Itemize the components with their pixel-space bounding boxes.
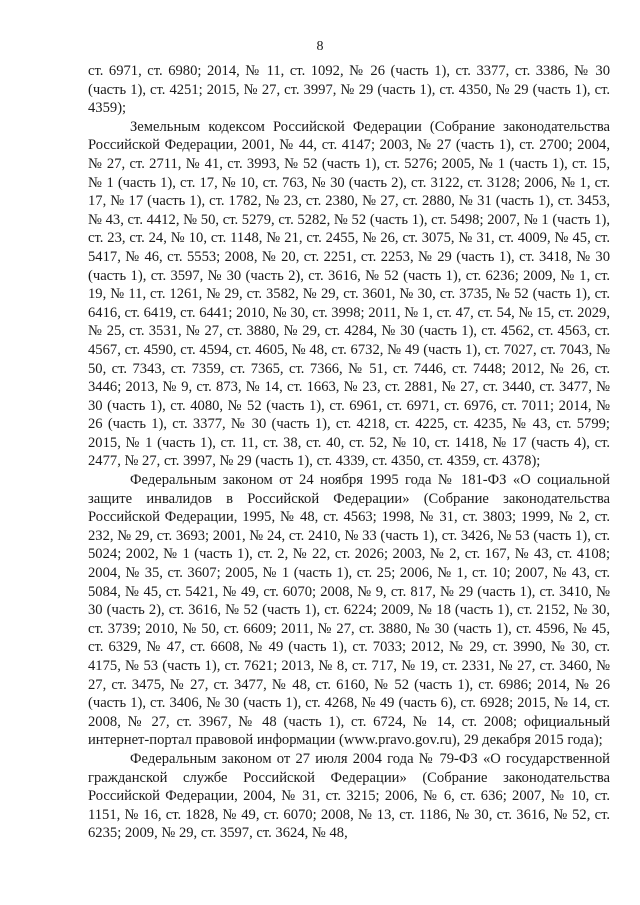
page-number: 8 xyxy=(316,39,324,54)
document-body xyxy=(88,62,610,843)
paragraph-civil-service-law: Федеральным законом от 27 июля 2004 года № 79-ФЗ «О государственной гражданской службе Российской Федерации» (Собрание законодательства Российской Федерации, 2004, № 31, ст. 3215; 2006, № 6, ст. 636; 2007, № 10, ст. 1151, № 16, ст. 1828, № 49, ст. 6070; 2008, № 13, ст. 1186, № 30, ст. 3616, № 52, ст. 6235; 2009, № 29, ст. 3597, ст. 3624, № 48, xyxy=(88,750,610,842)
paragraph-continuation: ст. 6971, ст. 6980; 2014, № 11, ст. 1092, № 26 (часть 1), ст. 3377, ст. 3386, № 30 (часть 1), ст. 4251; 2015, № 27, ст. 3997, № 29 (часть 1), ст. 4350, № 29 (часть 1), ст. 4359); xyxy=(88,63,610,117)
paragraph-land-code: Земельным кодексом Российской Федерации (Собрание законодательства Российской Федерации, 2001, № 44, ст. 4147; 2003, № 27 (часть 1), ст. 2700; 2004, № 27, ст. 2711, № 41, ст. 3993, № 52 (часть 1), ст. 5276; 2005, № 1 (часть 1), ст. 15, № 1 (часть 1), ст. 17, № 10, ст. 763, № 30 (часть 2), ст. 3122, ст. 3128; 2006, № 1, ст. 17, № 17 (часть 1), ст. 1782, № 23, ст. 2380, № 27, ст. 2880, № 31 (часть 1), ст. 3453, № 43, ст. 4412, № 50, ст. 5279, ст. 5282, № 52 (часть 1), ст. 5498; 2007, № 1 (часть 1), ст. 23, ст. 24, № 10, ст. 1148, № 21, ст. 2455, № 26, ст. 3075, № 31, ст. 4009, № 45, ст. 5417, № 46, ст. 5553; 2008, № 20, ст. 2251, ст. 2253, № 29 (часть 1), ст. 3418, № 30 (часть 1), ст. 3597, № 30 (часть 2), ст. 3616, № 52 (часть 1), ст. 6236; 2009, № 1, ст. 19, № 11, ст. 1261, № 29, ст. 3582, № 29, ст. 3601, № 30, ст. 3735, № 52 (часть 1), ст. 6416, ст. 6419, ст. 6441; 2010, № 30, ст. 3998; 2011, № 1, ст. 47, ст. 54, № 15, ст. 2029, № 25, ст. 3531, № 27, ст. 3880, № 29, ст. 4284, № 30 (часть 1), ст. 4562, ст. 4563, ст. 4567, ст. 4590, ст. 4594, ст. 4605, № 48, ст. 6732, № 49 (часть 1), ст. 7027, ст. 7043, № 50, ст. 7343, ст. 7359, ст. 7365, ст. 7366, № 51, ст. 7446, ст. 7448; 2012, № 26, ст. 3446; 2013, № 9, ст. 873, № 14, ст. 1663, № 23, ст. 2881, № 27, ст. 3440, ст. 3477, № 30 (часть 1), ст. 4080, № 52 (часть 1), ст. 6961, ст. 6971, ст. 6976, ст. 7011; 2014, № 26 (часть 1), ст. 3377, № 30 (часть 1), ст. 4218, ст. 4225, ст. 4235, № 43, ст. 5799; 2015, № 1 (часть 1), ст. 11, ст. 38, ст. 40, ст. 52, № 10, ст. 1418, № 17 (часть 4), ст. 2477, № 27, ст. 3997, № 29 (часть 1), ст. 4339, ст. 4350, ст. 4359, ст. 4378); xyxy=(88,118,610,470)
paragraph-disability-law: Федеральным законом от 24 ноября 1995 года № 181-ФЗ «О социальной защите инвалидов в Российской Федерации» (Собрание законодательства Российской Федерации, 1995, № 48, ст. 4563; 1998, № 31, ст. 3803; 1999, № 2, ст. 232, № 29, ст. 3693; 2001, № 24, ст. 2410, № 33 (часть 1), ст. 3426, № 53 (часть 1), ст. 5024; 2002, № 1 (часть 1), ст. 2, № 22, ст. 2026; 2003, № 2, ст. 167, № 43, ст. 4108; 2004, № 35, ст. 3607; 2005, № 1 (часть 1), ст. 25; 2006, № 1, ст. 10; 2007, № 43, ст. 5084, № 45, ст. 5421, № 49, ст. 6070; 2008, № 9, ст. 817, № 29 (часть 1), ст. 3410, № 30 (часть 2), ст. 3616, № 52 (часть 1), ст. 6224; 2009, № 18 (часть 1), ст. 2152, № 30, ст. 3739; 2010, № 50, ст. 6609; 2011, № 27, ст. 3880, № 30 (часть 1), ст. 4596, № 45, ст. 6329, № 47, ст. 6608, № 49 (часть 1), ст. 7033; 2012, № 29, ст. 3990, № 30, ст. 4175, № 53 (часть 1), ст. 7621; 2013, № 8, ст. 717, № 19, ст. 2331, № 27, ст. 3460, № 27, ст. 3475, № 27, ст. 3477, № 48, ст. 6160, № 52 (часть 1), ст. 6986; 2014, № 26 (часть 1), ст. 3406, № 30 (часть 1), ст. 4268, № 49 (часть 6), ст. 6928; 2015, № 14, ст. 2008, № 27, ст. 3967, № 48 (часть 1), ст. 6724, № 14, ст. 2008; официальный интернет-портал правовой информации (www.pravo.gov.ru), 29 декабря 2015 года); xyxy=(88,472,610,749)
